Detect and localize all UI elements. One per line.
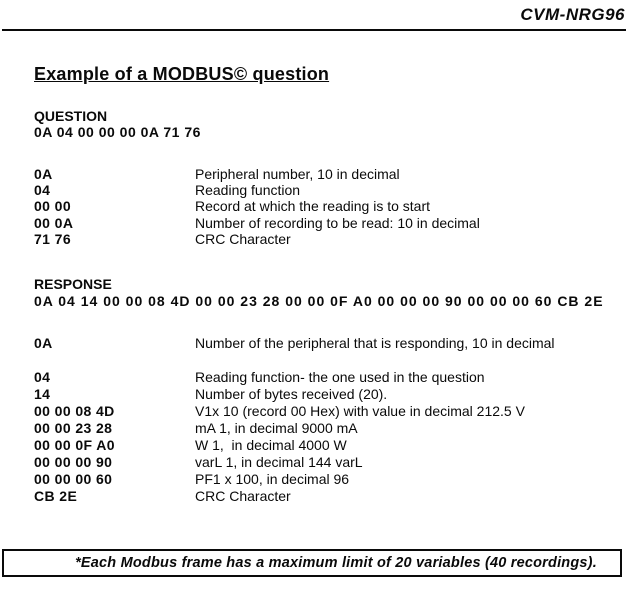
hex-bytes: 04 (34, 182, 51, 199)
byte-description: Record at which the reading is to start (195, 198, 431, 215)
byte-description: V1x 10 (record 00 Hex) with value in decimal 212.5 V (195, 403, 525, 419)
hex-bytes: 00 00 (34, 198, 72, 215)
table-row (34, 198, 621, 214)
table-row (34, 386, 621, 403)
question-byte-table (34, 166, 621, 247)
table-row (34, 231, 621, 247)
question-section-label: QUESTION (34, 108, 108, 124)
response-section-label: RESPONSE (34, 276, 112, 292)
byte-description: Number of bytes received (20). (195, 386, 388, 402)
byte-description: Reading function- the one used in the question (195, 369, 485, 385)
footnote-text: *Each Modbus frame has a maximum limit of 20 variables (40 recordings). (75, 554, 597, 571)
table-row (34, 369, 621, 386)
hex-bytes: 0A (34, 335, 53, 351)
table-row (34, 182, 621, 198)
hex-bytes: 00 00 08 4D (34, 403, 115, 419)
byte-description: Reading function (195, 182, 301, 199)
byte-description: Number of the peripheral that is responding, 10 in decimal (195, 335, 555, 351)
hex-bytes: 00 0A (34, 214, 74, 231)
byte-description: Number of recording to be read: 10 in decimal (195, 214, 480, 231)
byte-description: CRC Character (195, 488, 291, 504)
hex-bytes: 0A (34, 166, 53, 182)
table-row (34, 454, 621, 471)
table-row (34, 403, 621, 420)
byte-description: W 1, in decimal 4000 W (195, 437, 347, 453)
byte-description: Peripheral number, 10 in decimal (195, 166, 400, 182)
hex-bytes: 00 00 23 28 (34, 420, 113, 436)
table-row (34, 335, 621, 352)
table-row (34, 352, 621, 369)
hex-bytes: 00 00 00 90 (34, 454, 113, 470)
table-row (34, 488, 621, 505)
header-model-label: CVM-NRG96 (520, 5, 625, 24)
hex-bytes: 71 76 (34, 230, 72, 247)
byte-description: PF1 x 100, in decimal 96 (195, 471, 350, 487)
hex-bytes: 04 (34, 369, 51, 385)
hex-bytes: 00 00 00 60 (34, 471, 113, 487)
response-frame-hex: 0A 04 14 00 00 08 4D 00 00 23 28 00 00 0F A0 00 00 00 90 00 00 00 60 CB 2E (34, 293, 604, 309)
table-row (34, 471, 621, 488)
table-row (34, 437, 621, 454)
footnote-box (2, 549, 622, 577)
table-row (34, 215, 621, 231)
header-divider (2, 29, 626, 31)
table-row (34, 166, 621, 182)
page-title: Example of a MODBUS© question (34, 64, 330, 84)
response-byte-table (34, 335, 621, 505)
byte-description: varL 1, in decimal 144 varL (195, 454, 363, 470)
table-row (34, 420, 621, 437)
question-frame-hex: 0A 04 00 00 00 0A 71 76 (34, 124, 201, 140)
hex-bytes: 14 (34, 386, 51, 402)
byte-description: mA 1, in decimal 9000 mA (195, 420, 358, 436)
byte-description: CRC Character (195, 230, 291, 247)
hex-bytes: CB 2E (34, 488, 78, 504)
hex-bytes: 00 00 0F A0 (34, 437, 115, 453)
